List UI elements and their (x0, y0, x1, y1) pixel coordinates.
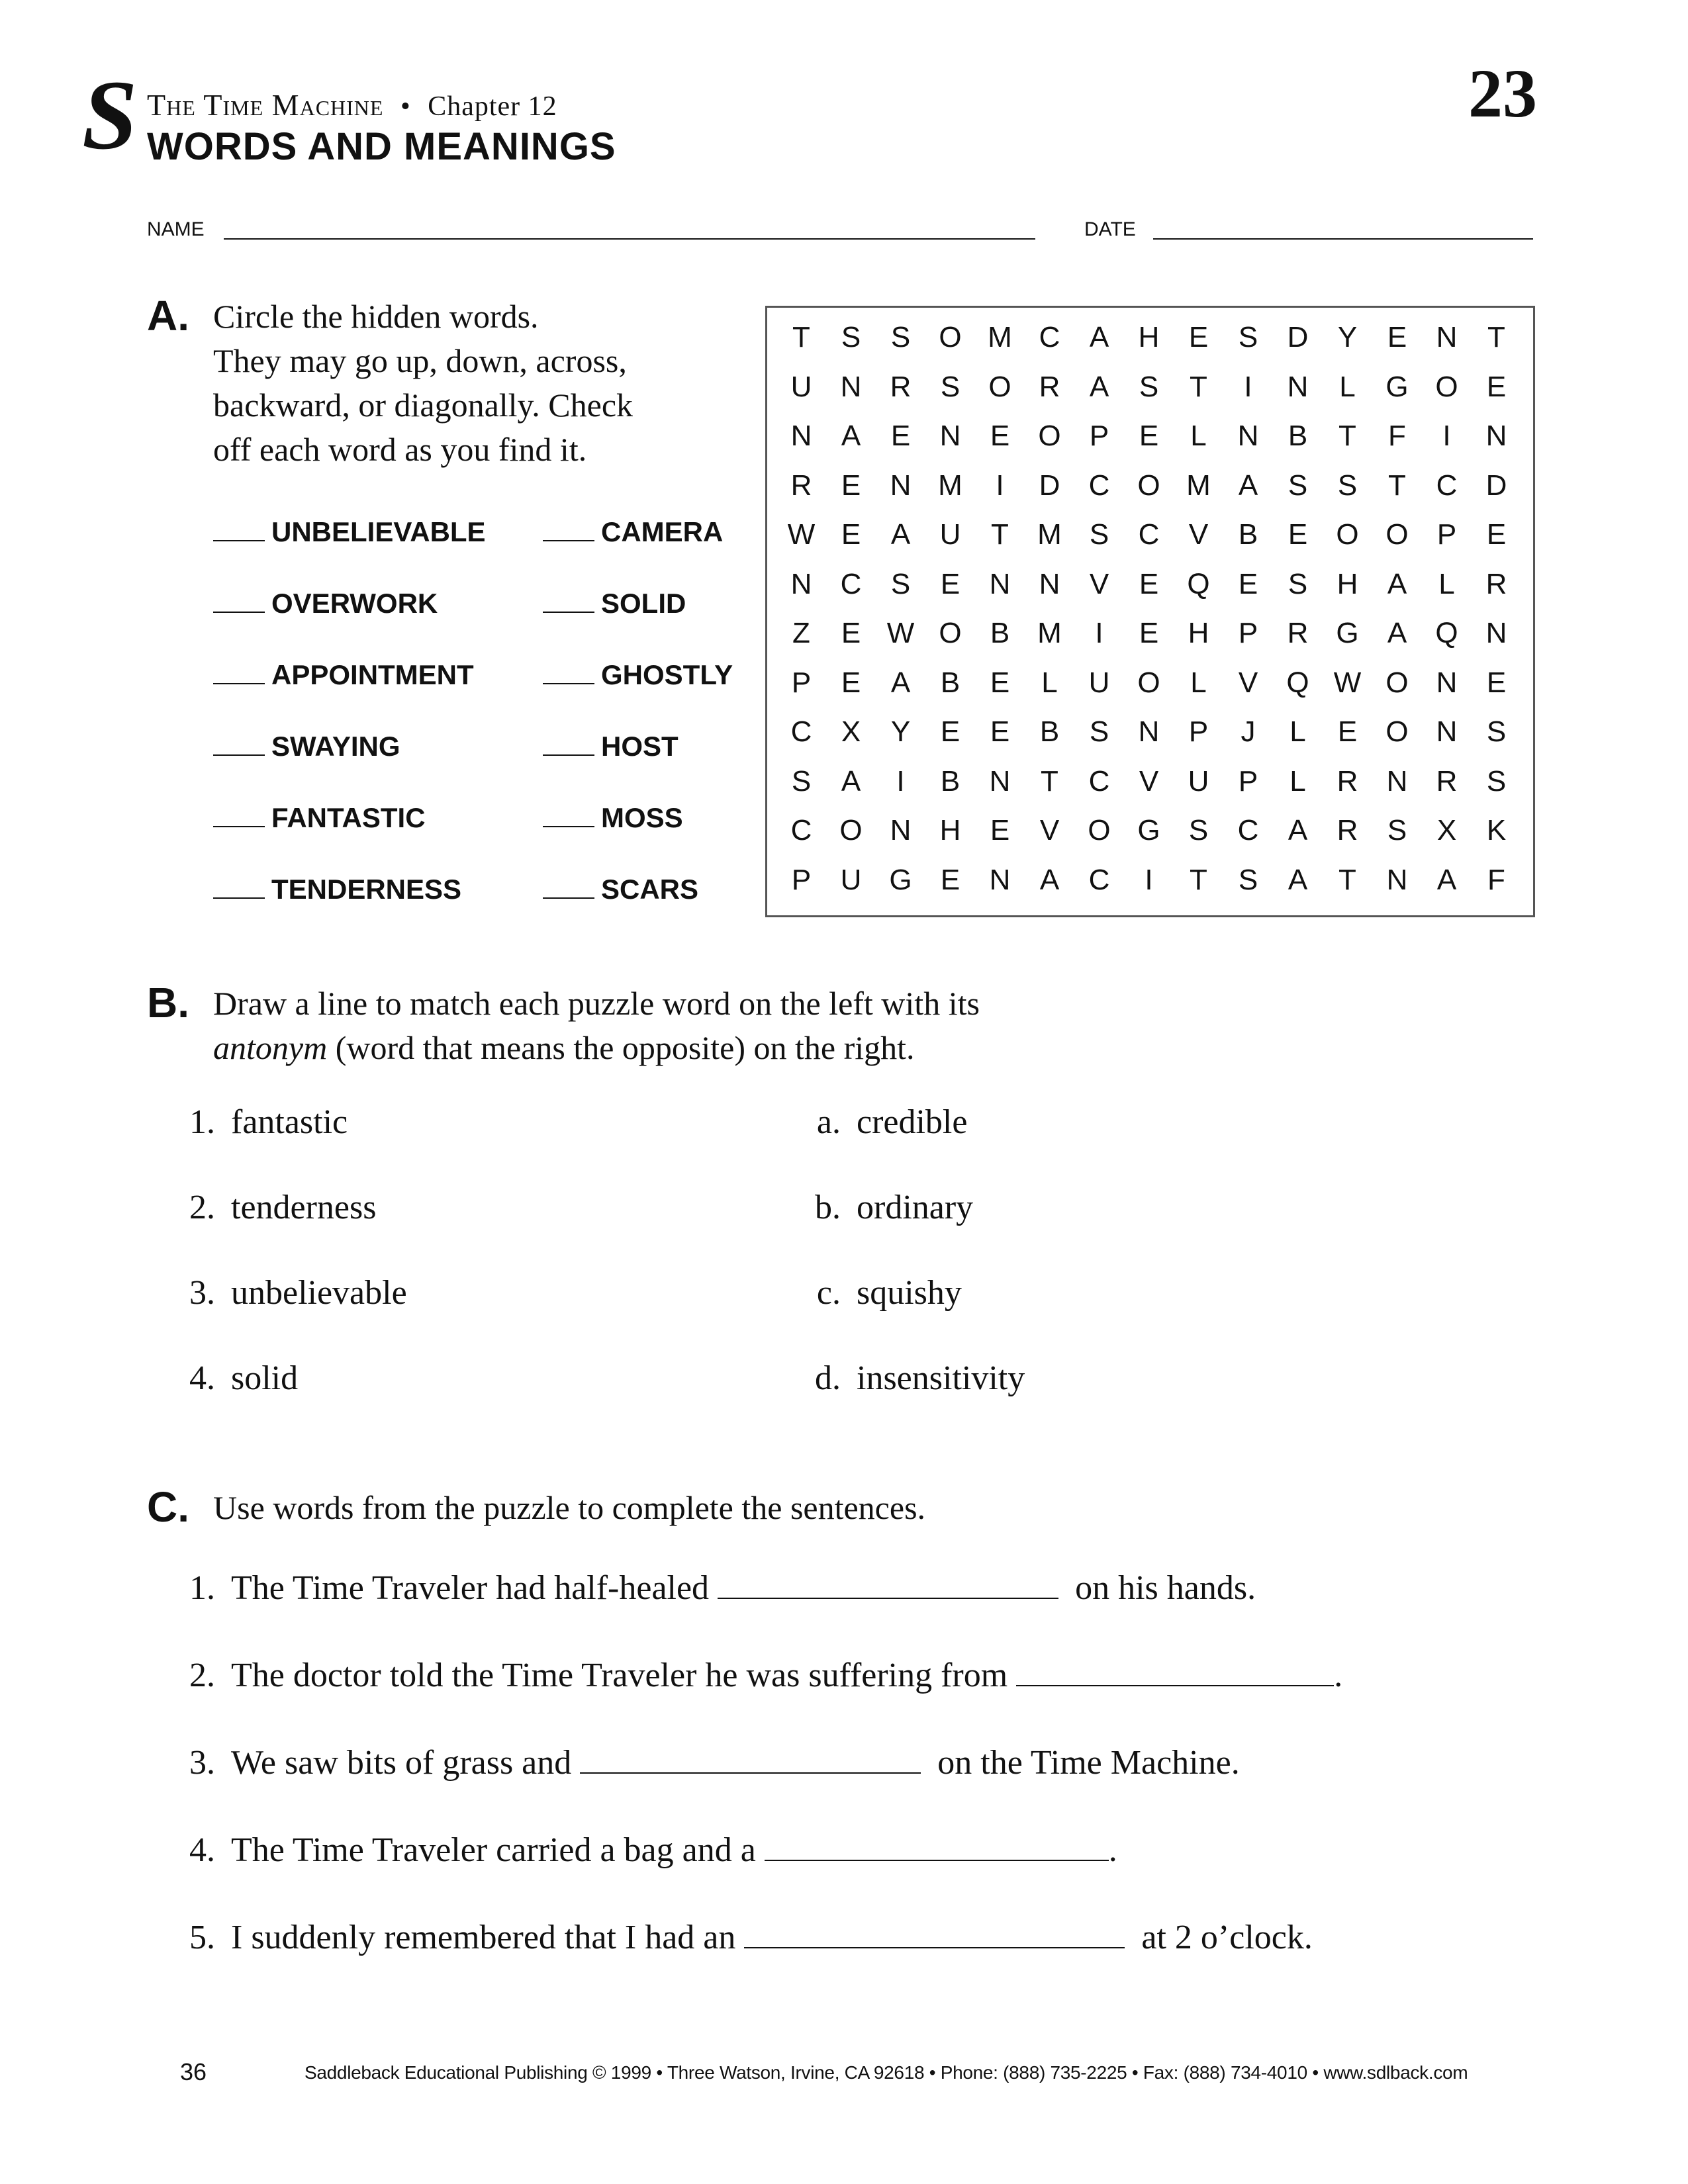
grid-letter[interactable]: T (1041, 764, 1058, 797)
word-item[interactable]: UNBELIEVABLE (213, 516, 486, 548)
grid-letter[interactable]: O (1038, 420, 1061, 452)
grid-letter[interactable]: C (1436, 469, 1458, 502)
footer-page-number: 36 (180, 2058, 207, 2085)
date-field-line[interactable] (1153, 238, 1533, 240)
grid-letter[interactable]: T (1338, 863, 1356, 896)
grid-letter[interactable]: S (1089, 518, 1109, 551)
grid-letter[interactable]: O (1088, 814, 1111, 846)
grid-letter[interactable]: E (841, 617, 861, 649)
logo-letter: S (82, 64, 138, 163)
grid-letter[interactable]: M (938, 469, 962, 502)
grid-letter[interactable]: G (889, 863, 912, 896)
grid-letter[interactable]: V (1238, 666, 1258, 699)
grid-letter[interactable]: G (1336, 617, 1359, 649)
grid-letter[interactable]: O (1137, 469, 1160, 502)
grid-letter[interactable]: E (940, 567, 961, 600)
grid-letter[interactable]: A (841, 420, 861, 452)
grid-letter[interactable]: B (1238, 518, 1258, 551)
grid-letter[interactable]: K (1486, 814, 1507, 846)
grid-letter[interactable]: T (1487, 321, 1505, 353)
grid-letter[interactable]: B (940, 764, 961, 797)
checkbox-blank[interactable] (543, 826, 594, 827)
grid-letter[interactable]: A (1436, 863, 1457, 896)
grid-letter[interactable]: E (990, 814, 1010, 846)
grid-letter[interactable]: H (1138, 321, 1160, 353)
section-a-instructions (213, 295, 633, 472)
grid-letter[interactable]: W (1333, 666, 1362, 699)
word-item[interactable]: CAMERA (543, 516, 723, 548)
word-item[interactable]: GHOSTLY (543, 659, 733, 691)
grid-letter[interactable]: A (890, 666, 911, 699)
grid-letter[interactable]: E (1486, 518, 1507, 551)
word-item[interactable]: HOST (543, 731, 679, 762)
grid-letter[interactable]: D (1287, 321, 1309, 353)
grid-letter[interactable]: E (1238, 567, 1258, 600)
grid-letter[interactable]: A (1288, 814, 1308, 846)
grid-letter[interactable]: A (1238, 469, 1258, 502)
grid-letter[interactable]: N (989, 567, 1011, 600)
grid-letter[interactable]: Y (1337, 321, 1358, 353)
grid-letter[interactable]: A (1089, 370, 1109, 403)
worksheet-title: WORDS AND MEANINGS (147, 125, 616, 168)
match-item-right[interactable]: b. ordinary (815, 1189, 974, 1226)
word-item[interactable]: SCARS (543, 874, 698, 905)
word-item[interactable]: APPOINTMENT (213, 659, 474, 691)
grid-letter[interactable]: U (840, 863, 862, 896)
grid-letter[interactable]: A (1288, 863, 1308, 896)
grid-letter[interactable]: S (1238, 863, 1258, 896)
grid-letter[interactable]: B (990, 617, 1010, 649)
grid-letter[interactable]: N (790, 420, 812, 452)
grid-letter[interactable]: Y (890, 715, 911, 748)
grid-letter[interactable]: E (1139, 420, 1159, 452)
sentence-item: 1. The Time Traveler had half-healed on his hands. (189, 1569, 1256, 1607)
checkbox-blank[interactable] (213, 612, 265, 613)
grid-letter[interactable]: L (1438, 567, 1455, 600)
grid-letter[interactable]: N (840, 370, 862, 403)
grid-letter[interactable]: E (990, 666, 1010, 699)
grid-letter[interactable]: V (1139, 764, 1159, 797)
checkbox-blank[interactable] (213, 540, 265, 541)
grid-letter[interactable]: N (890, 469, 912, 502)
grid-letter[interactable]: I (996, 469, 1004, 502)
grid-letter[interactable]: N (1436, 321, 1458, 353)
checkbox-blank[interactable] (213, 683, 265, 684)
grid-letter[interactable]: L (1289, 764, 1306, 797)
grid-letter[interactable]: N (1386, 764, 1408, 797)
grid-letter[interactable]: I (1145, 863, 1153, 896)
grid-letter[interactable]: N (1485, 617, 1507, 649)
grid-letter[interactable]: V (1188, 518, 1209, 551)
publisher-logo-icon (78, 64, 144, 163)
name-label: NAME (147, 218, 205, 240)
grid-letter[interactable]: U (939, 518, 961, 551)
answer-blank[interactable] (580, 1772, 921, 1774)
instruction-line: antonym (word that means the opposite) on the right. (213, 1029, 915, 1066)
grid-letter[interactable]: X (1436, 814, 1457, 846)
grid-letter[interactable]: F (1487, 863, 1505, 896)
word-item[interactable]: SOLID (543, 588, 686, 619)
grid-letter[interactable]: S (890, 321, 911, 353)
grid-letter[interactable]: N (1138, 715, 1160, 748)
worksheet-number: 23 (1468, 56, 1537, 132)
name-field-line[interactable] (224, 238, 1035, 240)
checkbox-blank[interactable] (213, 897, 265, 899)
grid-letter[interactable]: E (990, 715, 1010, 748)
instruction-line: Circle the hidden words. (213, 298, 539, 335)
grid-letter[interactable]: C (1237, 814, 1259, 846)
grid-letter[interactable]: E (1486, 666, 1507, 699)
grid-letter[interactable]: O (839, 814, 863, 846)
word-item[interactable]: OVERWORK (213, 588, 438, 619)
book-title: The Time Machine (147, 88, 384, 122)
grid-letter[interactable]: C (790, 715, 812, 748)
grid-letter[interactable]: E (1337, 715, 1358, 748)
grid-letter[interactable]: O (1336, 518, 1359, 551)
grid-letter[interactable]: N (939, 420, 961, 452)
checkbox-blank[interactable] (543, 683, 594, 684)
grid-letter[interactable]: S (791, 764, 812, 797)
grid-letter[interactable]: E (841, 666, 861, 699)
grid-letter[interactable]: E (990, 420, 1010, 452)
grid-letter[interactable]: L (1190, 420, 1207, 452)
section-c-instructions: Use words from the puzzle to complete the sentences. (213, 1489, 926, 1526)
instruction-line: backward, or diagonally. Check (213, 387, 633, 424)
grid-letter[interactable]: R (1336, 764, 1358, 797)
grid-letter[interactable]: P (791, 863, 812, 896)
grid-letter[interactable]: E (1188, 321, 1209, 353)
grid-letter[interactable]: O (939, 321, 962, 353)
grid-letter[interactable]: U (1088, 666, 1110, 699)
section-b-letter: B. (147, 979, 189, 1026)
match-item-right[interactable]: c. squishy (816, 1274, 962, 1312)
match-item-right[interactable]: a. credible (816, 1103, 968, 1141)
grid-letter[interactable]: R (890, 370, 912, 403)
grid-letter[interactable]: I (1095, 617, 1103, 649)
section-b-instructions (213, 981, 980, 1070)
grid-letter[interactable]: N (1386, 863, 1408, 896)
grid-letter[interactable]: V (1039, 814, 1060, 846)
grid-letter[interactable]: W (787, 518, 816, 551)
grid-letter[interactable]: S (940, 370, 961, 403)
grid-letter[interactable]: I (896, 764, 905, 797)
title-separator: • (400, 91, 411, 122)
grid-letter[interactable]: E (1486, 370, 1507, 403)
grid-letter[interactable]: E (1387, 321, 1407, 353)
antonym-term: antonym (213, 1029, 328, 1066)
grid-letter[interactable]: U (1188, 764, 1209, 797)
sentence-item: 5. I suddenly remembered that I had an at 2 o’clock. (189, 1919, 1313, 1956)
grid-letter[interactable]: O (1137, 666, 1160, 699)
sentence-item: 3. We saw bits of grass and on the Time Machine. (189, 1744, 1240, 1782)
word-item[interactable]: TENDERNESS (213, 874, 461, 905)
grid-letter[interactable]: A (841, 764, 861, 797)
grid-letter[interactable]: D (1039, 469, 1060, 502)
grid-letter[interactable]: E (841, 518, 861, 551)
grid-letter[interactable]: C (1088, 469, 1110, 502)
grid-letter[interactable]: A (890, 518, 911, 551)
grid-letter[interactable]: O (988, 370, 1011, 403)
grid-letter[interactable]: E (890, 420, 911, 452)
match-item-left[interactable]: 4. solid (189, 1359, 299, 1397)
instruction-line: They may go up, down, across, (213, 342, 627, 379)
grid-letter[interactable]: O (1435, 370, 1458, 403)
checkbox-blank[interactable] (543, 754, 594, 756)
grid-letter[interactable]: S (1139, 370, 1159, 403)
answer-blank[interactable] (765, 1860, 1109, 1861)
grid-letter[interactable]: S (1288, 469, 1308, 502)
date-label: DATE (1084, 218, 1136, 240)
grid-letter[interactable]: E (1139, 617, 1159, 649)
grid-letter[interactable]: Q (1435, 617, 1458, 649)
grid-letter[interactable]: E (940, 715, 961, 748)
grid-letter[interactable]: T (991, 518, 1009, 551)
sentence-item: 4. The Time Traveler carried a bag and a . (189, 1831, 1117, 1869)
grid-letter[interactable]: Z (792, 617, 810, 649)
grid-letter[interactable]: J (1241, 715, 1256, 748)
grid-letter[interactable]: B (1288, 420, 1308, 452)
grid-letter[interactable]: S (1486, 764, 1507, 797)
grid-letter[interactable]: B (1039, 715, 1060, 748)
grid-letter[interactable]: L (1190, 666, 1207, 699)
grid-letter[interactable]: X (841, 715, 861, 748)
grid-letter[interactable]: O (1385, 518, 1409, 551)
grid-letter[interactable]: R (1287, 617, 1309, 649)
grid-letter[interactable]: N (1436, 715, 1458, 748)
grid-letter[interactable]: P (1089, 420, 1109, 452)
grid-letter[interactable]: O (1385, 666, 1409, 699)
series-title (147, 87, 557, 122)
grid-letter[interactable]: N (1039, 567, 1060, 600)
grid-letter[interactable]: B (940, 666, 961, 699)
grid-letter[interactable]: N (790, 567, 812, 600)
answer-blank[interactable] (718, 1598, 1058, 1599)
grid-letter[interactable]: N (1436, 666, 1458, 699)
grid-letter[interactable]: A (1039, 863, 1060, 896)
grid-letter[interactable]: C (1088, 764, 1110, 797)
section-c-letter: C. (147, 1483, 189, 1531)
grid-letter[interactable]: D (1485, 469, 1507, 502)
checkbox-blank[interactable] (543, 540, 594, 541)
grid-letter[interactable]: G (1385, 370, 1409, 403)
grid-letter[interactable]: L (1041, 666, 1058, 699)
grid-letter[interactable]: C (1138, 518, 1160, 551)
grid-letter[interactable]: C (840, 567, 862, 600)
grid-letter[interactable]: E (841, 469, 861, 502)
grid-letter[interactable]: R (1485, 567, 1507, 600)
grid-letter[interactable]: S (1238, 321, 1258, 353)
grid-letter[interactable]: N (890, 814, 912, 846)
word-item[interactable]: SWAYING (213, 731, 400, 762)
answer-blank[interactable] (1016, 1685, 1334, 1686)
match-item-left[interactable]: 3. unbelievable (189, 1274, 407, 1312)
grid-letter[interactable]: S (1089, 715, 1109, 748)
match-item-left[interactable]: 2. tenderness (189, 1189, 377, 1226)
grid-letter[interactable]: P (1238, 764, 1258, 797)
grid-letter[interactable]: S (1188, 814, 1209, 846)
grid-letter[interactable]: L (1289, 715, 1306, 748)
grid-letter[interactable]: R (1336, 814, 1358, 846)
grid-letter[interactable]: C (1039, 321, 1060, 353)
grid-letter[interactable]: I (1244, 370, 1252, 403)
answer-blank[interactable] (744, 1947, 1125, 1948)
grid-letter[interactable]: S (1387, 814, 1407, 846)
chapter-label: Chapter 12 (428, 91, 557, 122)
grid-letter[interactable]: U (790, 370, 812, 403)
grid-letter[interactable]: N (1287, 370, 1309, 403)
word-search-grid[interactable] (765, 306, 1535, 917)
grid-letter[interactable]: Q (1286, 666, 1309, 699)
grid-letter[interactable]: A (1387, 567, 1407, 600)
grid-letter[interactable]: T (1190, 863, 1207, 896)
grid-letter[interactable]: H (1336, 567, 1358, 600)
grid-letter[interactable]: G (1137, 814, 1160, 846)
grid-letter[interactable]: A (1387, 617, 1407, 649)
grid-letter[interactable]: S (1337, 469, 1358, 502)
word-item[interactable]: FANTASTIC (213, 802, 426, 834)
checkbox-blank[interactable] (543, 897, 594, 899)
checkbox-blank[interactable] (213, 826, 265, 827)
grid-letter[interactable]: N (1237, 420, 1259, 452)
grid-letter[interactable]: A (1089, 321, 1109, 353)
grid-letter[interactable]: V (1089, 567, 1109, 600)
grid-letter[interactable]: M (988, 321, 1012, 353)
grid-letter[interactable]: T (1388, 469, 1406, 502)
grid-letter[interactable]: N (989, 764, 1011, 797)
grid-letter[interactable]: T (1338, 420, 1356, 452)
grid-letter[interactable]: S (1288, 567, 1308, 600)
grid-letter[interactable]: N (1485, 420, 1507, 452)
grid-letter[interactable]: S (1486, 715, 1507, 748)
instruction-line: off each word as you find it. (213, 431, 587, 468)
grid-letter[interactable]: C (790, 814, 812, 846)
checkbox-blank[interactable] (213, 754, 265, 756)
word-item[interactable]: MOSS (543, 802, 683, 834)
grid-letter[interactable]: S (841, 321, 861, 353)
grid-letter[interactable]: S (890, 567, 911, 600)
grid-letter[interactable]: R (1039, 370, 1060, 403)
grid-letter[interactable]: O (939, 617, 962, 649)
grid-letter[interactable]: E (1288, 518, 1308, 551)
match-item-right[interactable]: d. insensitivity (815, 1359, 1025, 1397)
grid-letter[interactable]: P (1188, 715, 1209, 748)
match-item-left[interactable]: 1. fantastic (189, 1103, 348, 1141)
grid-letter[interactable]: T (1190, 370, 1207, 403)
sentence-item: 2. The doctor told the Time Traveler he was suffering from . (189, 1657, 1343, 1694)
grid-letter[interactable]: L (1339, 370, 1356, 403)
grid-letter[interactable]: W (886, 617, 915, 649)
grid-letter[interactable]: F (1388, 420, 1406, 452)
grid-letter[interactable]: R (790, 469, 812, 502)
grid-letter[interactable]: H (1188, 617, 1209, 649)
grid-letter[interactable]: E (940, 863, 961, 896)
section-a-letter: A. (147, 292, 189, 340)
grid-letter[interactable]: R (1436, 764, 1458, 797)
grid-letter[interactable]: N (989, 863, 1011, 896)
grid-letter[interactable]: C (1088, 863, 1110, 896)
checkbox-blank[interactable] (543, 612, 594, 613)
grid-letter[interactable]: P (1436, 518, 1457, 551)
grid-letter[interactable]: M (1037, 518, 1062, 551)
grid-letter[interactable]: H (939, 814, 961, 846)
grid-letter[interactable]: Q (1187, 567, 1210, 600)
grid-letter[interactable]: M (1186, 469, 1211, 502)
grid-letter[interactable]: I (1442, 420, 1451, 452)
grid-letter[interactable]: E (1139, 567, 1159, 600)
grid-letter[interactable]: O (1385, 715, 1409, 748)
grid-letter[interactable]: P (1238, 617, 1258, 649)
grid-letter[interactable]: P (791, 666, 812, 699)
instruction-line: Draw a line to match each puzzle word on the left with its (213, 985, 980, 1022)
footer-publisher-info: Saddleback Educational Publishing © 1999 • Three Watson, Irvine, CA 92618 • Phone: (888) 735-2225 • Fax: (888) 734-4010 • www.sdlback.com (305, 2062, 1468, 2083)
grid-letter[interactable]: T (792, 321, 810, 353)
grid-letter[interactable]: M (1037, 617, 1062, 649)
